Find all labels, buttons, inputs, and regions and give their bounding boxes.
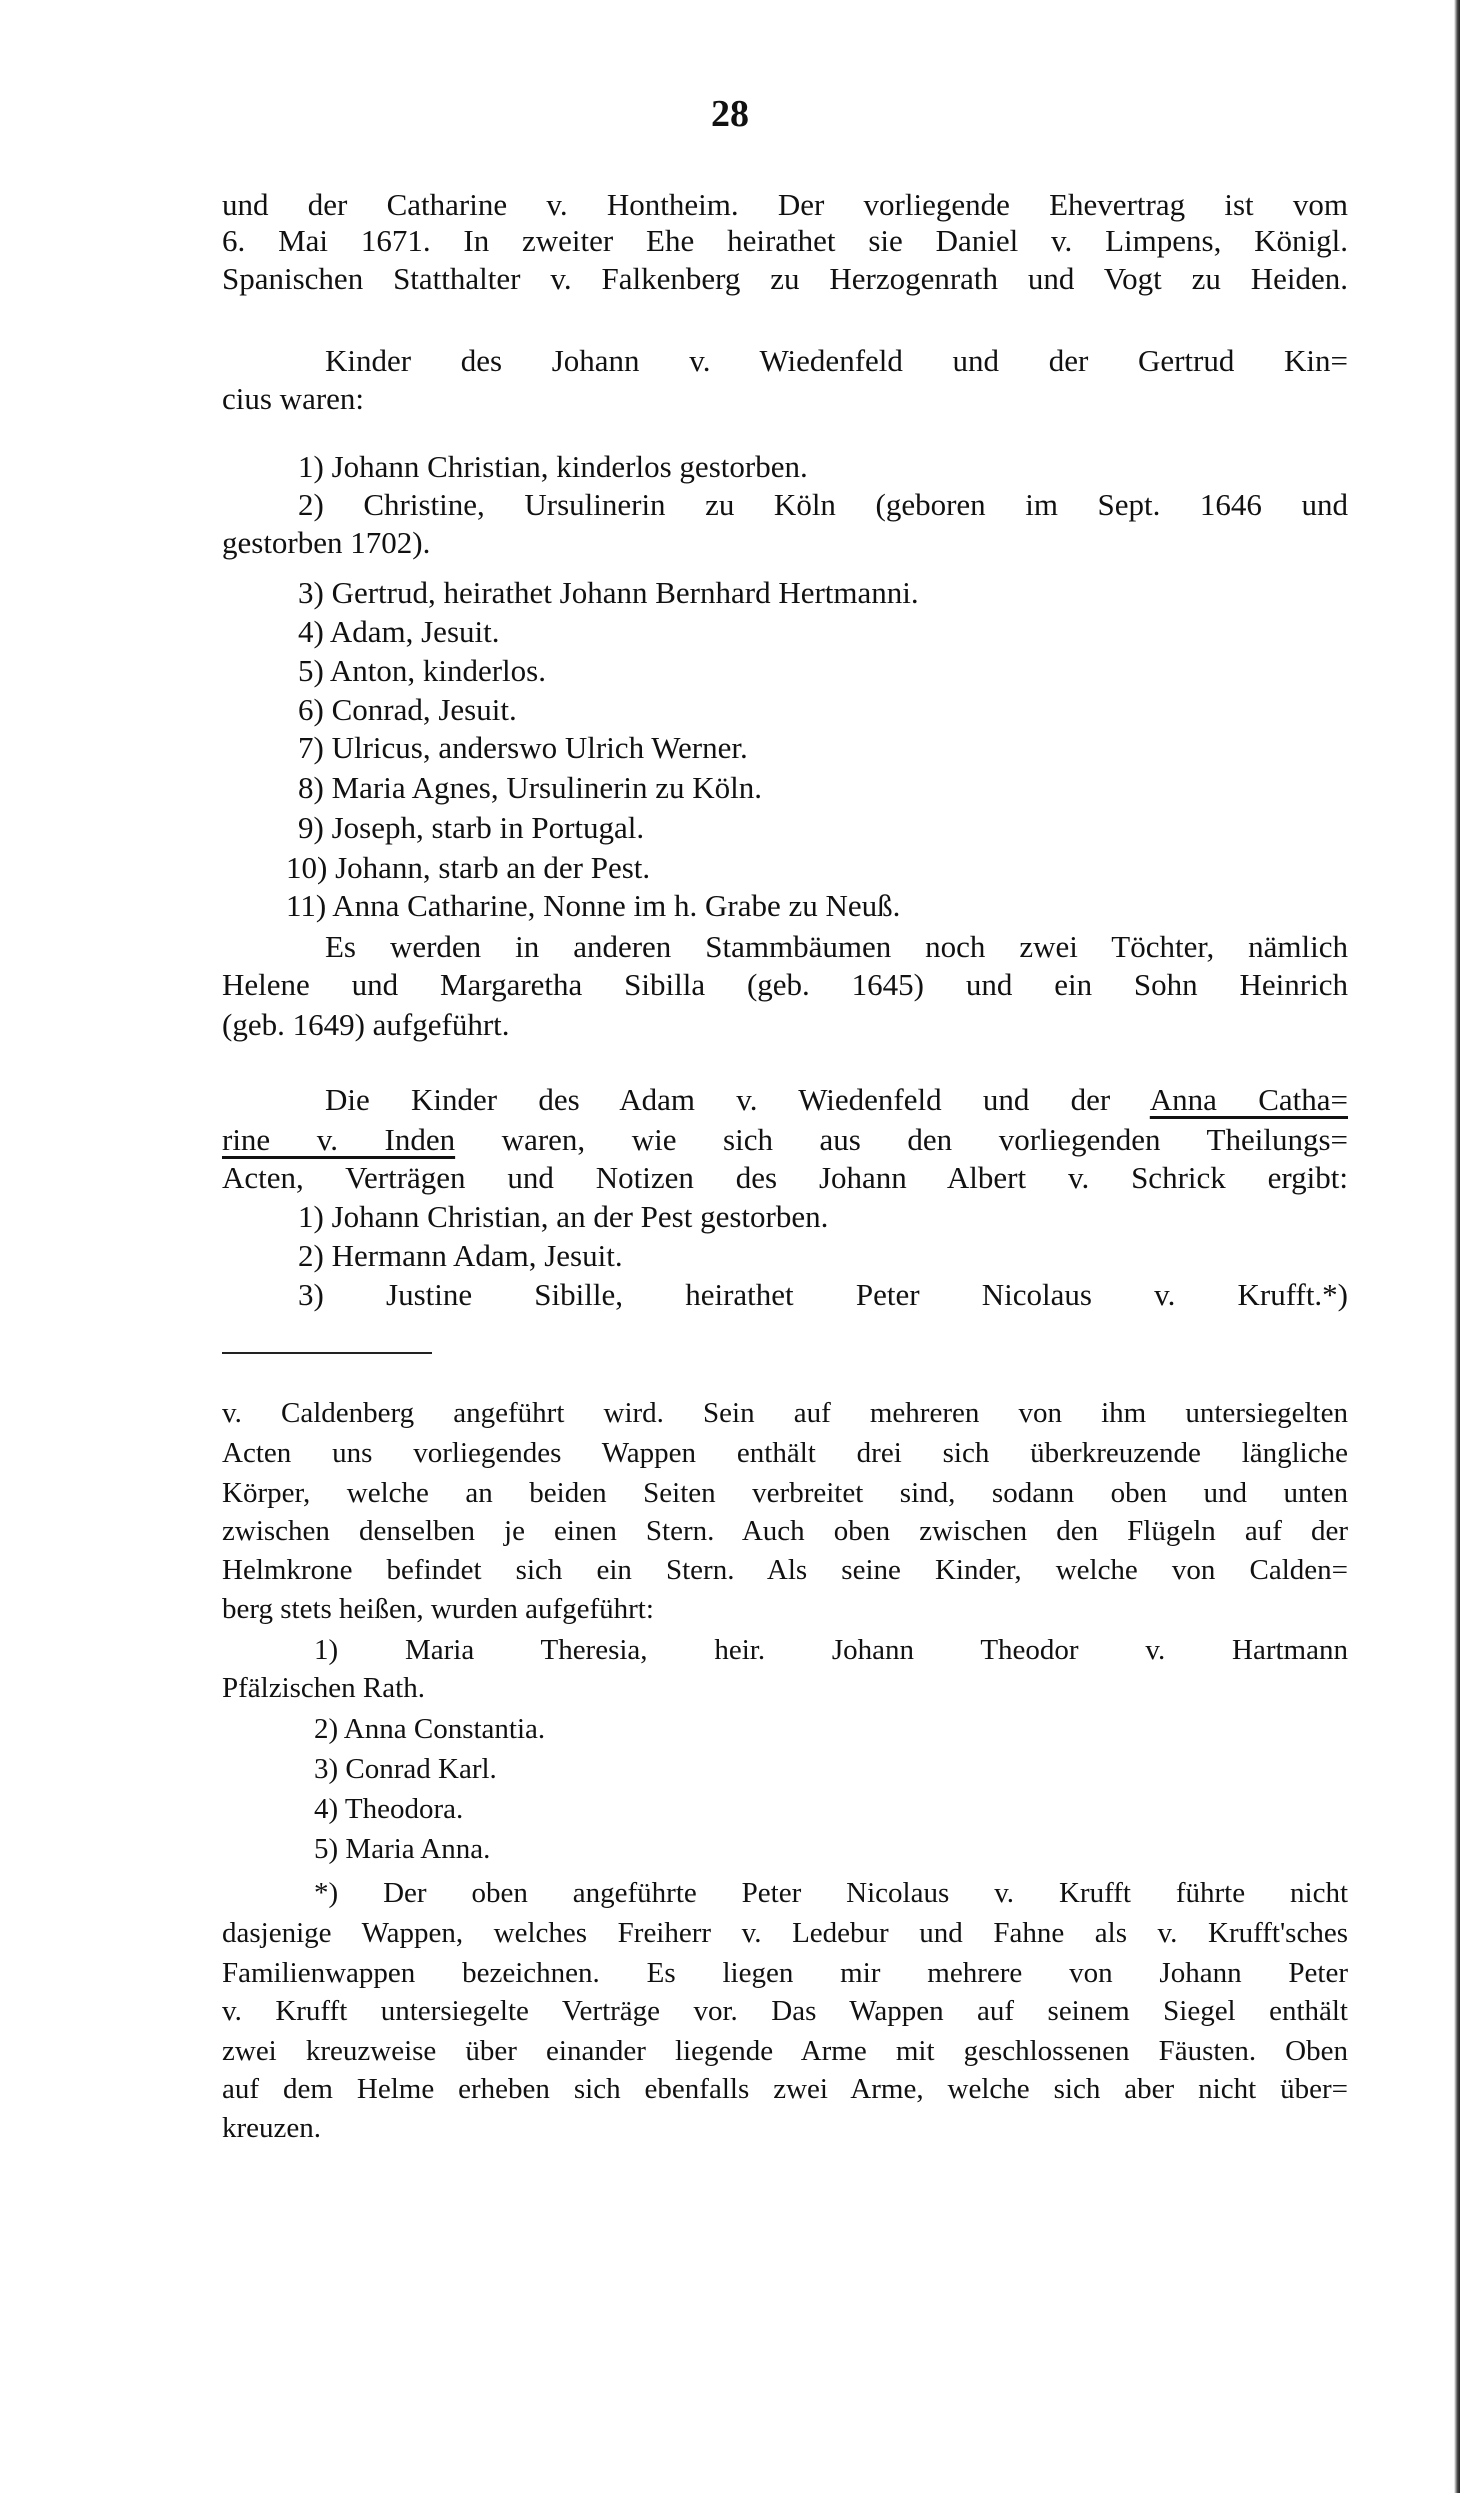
footnote-line: Acten uns vorliegendes Wappen enthält drei sich überkreuzende längliche [222,1437,1348,1469]
footnote-line: 5) Maria Anna. [314,1833,491,1865]
footnote-line: v. Caldenberg angeführt wird. Sein auf mehreren von ihm untersiegelten [222,1397,1348,1429]
footnote-line: *) Der oben angeführte Peter Nicolaus v. Krufft führte nicht [314,1877,1348,1909]
text-line: 2) Hermann Adam, Jesuit. [298,1238,623,1273]
footnote-line: v. Krufft untersiegelte Verträge vor. Das Wappen auf seinem Siegel enthält [222,1995,1348,2027]
text-segment: waren, wie sich aus den vorliegenden Theilungs= [455,1122,1348,1157]
footnote-line: 2) Anna Constantia. [314,1713,546,1745]
text-line: 7) Ulricus, anderswo Ulrich Werner. [298,730,748,765]
footnote-line: dasjenige Wappen, welches Freiherr v. Ledebur und Fahne als v. Krufft'sches [222,1917,1348,1949]
text-line: 6. Mai 1671. In zweiter Ehe heirathet sie Daniel v. Limpens, Königl. [222,223,1348,258]
footnote-line: Familienwappen bezeichnen. Es liegen mir mehrere von Johann Peter [222,1957,1348,1989]
footnote-line: kreuzen. [222,2112,322,2144]
text-line: 4) Adam, Jesuit. [298,614,500,649]
text-line: 3) Gertrud, heirathet Johann Bernhard Hertmanni. [298,575,919,610]
text-line [325,1080,1348,1120]
text-line: cius waren: [222,381,365,416]
page-number: 28 [711,93,749,135]
text-line: 1) Johann Christian, an der Pest gestorben. [298,1199,829,1234]
text-line: und der Catharine v. Hontheim. Der vorliegende Ehevertrag ist vom [222,187,1348,222]
text-line: Spanischen Statthalter v. Falkenberg zu Herzogenrath und Vogt zu Heiden. [222,261,1348,296]
text-line: 6) Conrad, Jesuit. [298,692,517,727]
text-line: 11) Anna Catharine, Nonne im h. Grabe zu Neuß. [286,888,901,923]
page-edge [1454,0,1460,2493]
footnote-line: Körper, welche an beiden Seiten verbreitet sind, sodann oben und unten [222,1477,1348,1509]
text-line: (geb. 1649) aufgeführt. [222,1007,510,1042]
text-segment: Die Kinder des Adam v. Wiedenfeld und der [325,1082,1150,1117]
text-line: 9) Joseph, starb in Portugal. [298,810,645,845]
footnote-line: zwischen denselben je einen Stern. Auch oben zwischen den Flügeln auf der [222,1515,1348,1547]
text-line [222,1120,1348,1160]
text-line: 2) Christine, Ursulinerin zu Köln (geboren im Sept. 1646 und [298,487,1348,522]
footnote-line: 3) Conrad Karl. [314,1753,497,1785]
footnote-line: zwei kreuzweise über einander liegende Arme mit geschlossenen Fäusten. Oben [222,2035,1348,2067]
footnote-line: Helmkrone befindet sich ein Stern. Als seine Kinder, welche von Calden= [222,1554,1348,1586]
underlined-name: rine v. Inden [222,1122,456,1157]
text-line: Helene und Margaretha Sibilla (geb. 1645) und ein Sohn Heinrich [222,967,1348,1002]
footnote-separator [222,1352,432,1354]
footnote-line: 1) Maria Theresia, heir. Johann Theodor v. Hartmann [314,1634,1348,1666]
footnote-line: Pfälzischen Rath. [222,1672,425,1704]
text-line: gestorben 1702). [222,525,431,560]
text-line: Kinder des Johann v. Wiedenfeld und der Gertrud Kin= [325,343,1348,378]
text-line: Acten, Verträgen und Notizen des Johann Albert v. Schrick ergibt: [222,1160,1348,1195]
text-line: 5) Anton, kinderlos. [298,653,546,688]
footnote-line: auf dem Helme erheben sich ebenfalls zwei Arme, welche sich aber nicht über= [222,2073,1348,2105]
text-line: 3) Justine Sibille, heirathet Peter Nicolaus v. Krufft.*) [298,1277,1348,1312]
text-line: Es werden in anderen Stammbäumen noch zwei Töchter, nämlich [325,929,1348,964]
footnote-line: 4) Theodora. [314,1793,464,1825]
footnote-line: berg stets heißen, wurden aufgeführt: [222,1593,654,1625]
text-line: 10) Johann, starb an der Pest. [286,850,651,885]
text-line: 8) Maria Agnes, Ursulinerin zu Köln. [298,770,763,805]
underlined-name: Anna Catha= [1149,1082,1349,1117]
text-line: 1) Johann Christian, kinderlos gestorben. [298,449,808,484]
